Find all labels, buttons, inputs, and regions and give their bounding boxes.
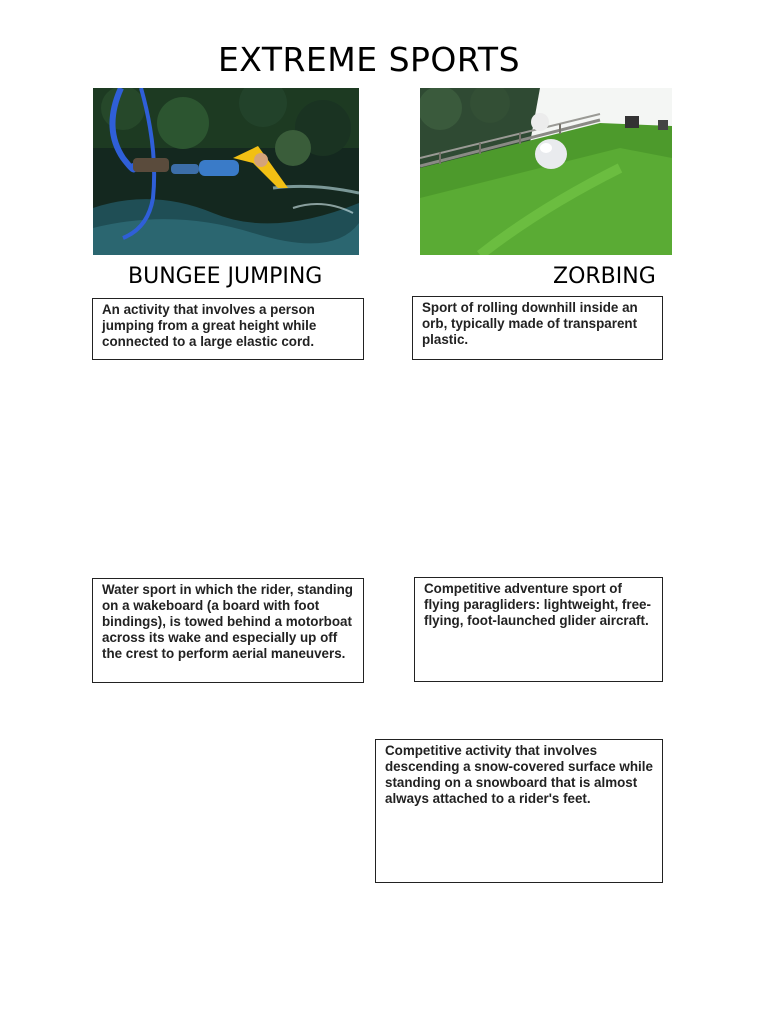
bungee-jumping-photo <box>93 88 359 255</box>
wakeboarding-description: Water sport in which the rider, standing on a wakeboard (a board with foot bindings), is towed behind a motorboat across its wake and especially up off the crest to perform aerial maneuvers. <box>92 578 364 683</box>
zorbing-photo <box>420 88 672 255</box>
bungee-jumping-heading: BUNGEE JUMPING <box>128 264 323 289</box>
zorbing-description: Sport of rolling downhill inside an orb, typically made of transparent plastic. <box>412 296 663 360</box>
paragliding-description-part2: of flying paragliders: lightweight, free-flying, foot-launched glider aircraft. <box>424 581 651 628</box>
paragliding-description <box>414 577 663 682</box>
snowboarding-description: Competitive activity that involves descending a snow-covered surface while standing on a snowboard that is almost always attached to a rider's feet. <box>375 739 663 883</box>
page-title: EXTREME SPORTS <box>217 40 521 79</box>
zorbing-heading: ZORBING <box>553 264 656 289</box>
paragliding-description-part1: Competitive <box>424 581 505 596</box>
bungee-jumping-description: An activity that involves a person jumping from a great height while connected to a large elastic cord. <box>92 298 364 360</box>
adventure-sport-link-text: adventure sport <box>504 581 606 596</box>
